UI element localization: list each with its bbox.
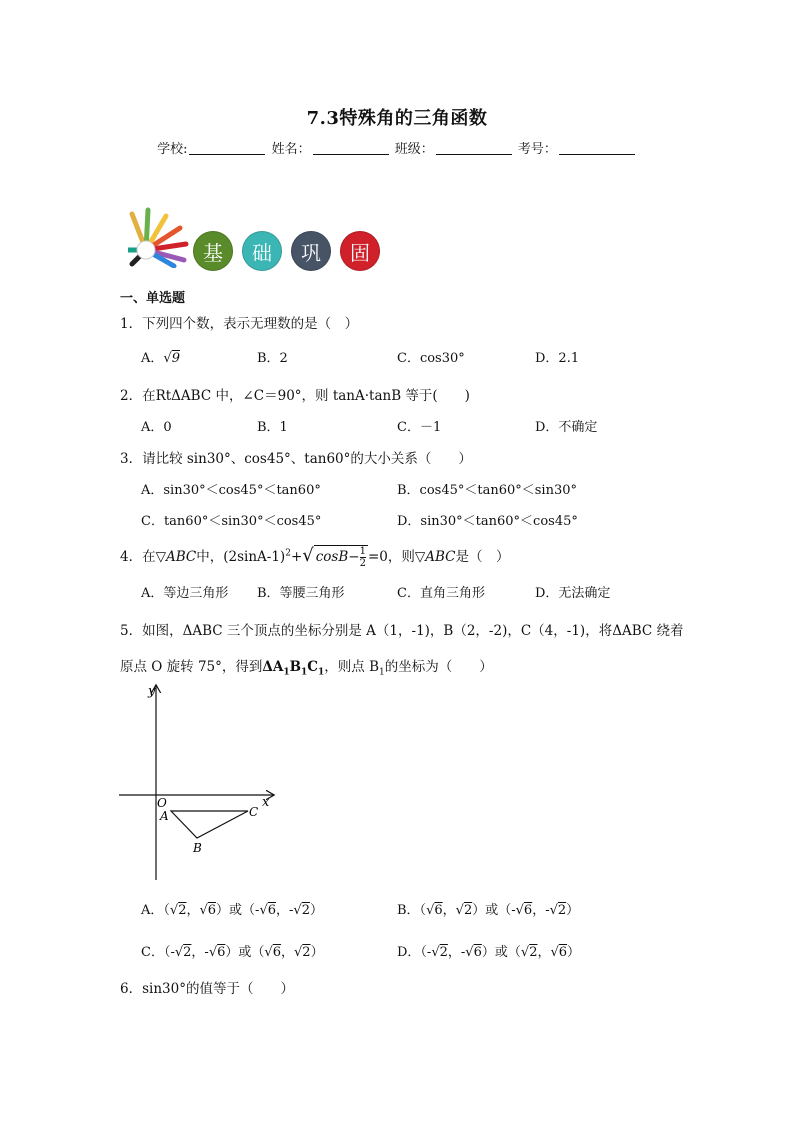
badge-gu-char: 固 <box>350 240 370 265</box>
q5-sub-a: 1 <box>283 667 290 678</box>
q5-c-rad1: 2 <box>183 945 192 960</box>
q4-stem <box>120 545 510 569</box>
q5-d-rad4: 6 <box>558 945 568 960</box>
exam-no-blank[interactable] <box>559 140 635 155</box>
q5-line2-end: 的坐标为（ ） <box>384 659 493 675</box>
q6-stem: 6．sin30°的值等于（ ） <box>120 981 294 997</box>
point-a-label: A <box>160 809 169 823</box>
q5-c-rad3: 6 <box>272 945 281 960</box>
school-blank[interactable] <box>189 140 265 155</box>
q2-option-d[interactable]: D．不确定 <box>535 420 598 435</box>
q5-a-rad4: 2 <box>301 903 310 918</box>
page-title: 7.3特殊角的三角函数 <box>306 108 488 129</box>
q5-a-end: ） <box>310 903 324 918</box>
q4-fraction-num: 1 <box>359 546 366 557</box>
q2-option-c[interactable]: C．－1 <box>397 420 442 435</box>
q5-stem-line2: 原点 O 旋转 75°，得到$\Delta A_1B_1C_1$，则点 $B_1$的坐标为（ ） <box>120 659 493 678</box>
q4-prefix: 4．在 <box>120 549 156 565</box>
q5-line2-point: ，则点 B <box>324 659 380 675</box>
name-label: 姓名： <box>271 142 311 157</box>
badge-gu <box>340 231 380 271</box>
badge-ji <box>193 231 233 271</box>
q4-expression: 中，(2sinA-1) <box>196 549 286 565</box>
q1-option-b[interactable]: B．2 <box>257 351 288 366</box>
q5-stem-line1: 5．如图，ΔABC 三个顶点的坐标分别是 A（1，-1)，B（2，-2)，C（4，-1)，将ΔABC 绕着 <box>120 623 684 639</box>
q4-triangle-2: ▽ABC <box>414 549 456 565</box>
q4-suffix: 是（ ） <box>455 549 510 565</box>
pencils-logo <box>128 206 190 268</box>
q5-c-mid: ）或（ <box>225 945 265 960</box>
q4-radical-sign: √ <box>302 545 314 566</box>
q5-d-rad2: 6 <box>473 945 482 960</box>
q1-option-a[interactable]: A．√9 <box>141 351 180 366</box>
q5-option-c[interactable]: C．（-√2，-√6）或（√6，√2） <box>141 945 324 960</box>
triangle-abc <box>171 811 248 838</box>
q5-option-a[interactable]: A．（√2，√6）或（-√6，-√2） <box>141 903 324 918</box>
q5-c-rad2: 6 <box>217 945 226 960</box>
q3-option-a[interactable]: A．sin30°＜cos45°＜tan60° <box>141 483 321 498</box>
q5-a-rad3: 6 <box>267 903 277 918</box>
q4-radicand <box>314 545 368 569</box>
q4-fraction-den: 2 <box>359 558 366 569</box>
q5-d-label: D．（- <box>397 945 432 960</box>
q5-triangle-a: ΔA <box>262 659 284 675</box>
q5-a-label: A．（ <box>141 903 170 918</box>
q4-option-b[interactable]: B．等腰三角形 <box>257 586 345 601</box>
q4-fraction <box>360 546 366 569</box>
badge-chu-char: 础 <box>252 240 272 265</box>
point-c-label: C <box>249 805 259 819</box>
q3-option-b[interactable]: B．cos45°＜tan60°＜sin30° <box>397 483 578 498</box>
q5-c-end: ） <box>310 945 324 960</box>
q1-option-d[interactable]: D．2.1 <box>535 351 580 366</box>
q1-option-a-label: A． <box>141 351 164 366</box>
school-label: 学校: <box>157 142 188 157</box>
q4-square: 2 <box>285 548 291 559</box>
badge-ji-char: 基 <box>203 240 223 265</box>
q5-sub-b1: 1 <box>379 667 385 678</box>
q5-d-rad1: 2 <box>439 945 448 960</box>
q5-coordinate-figure <box>115 680 285 885</box>
q3-option-c[interactable]: C．tan60°＜sin30°＜cos45° <box>141 514 322 529</box>
q5-option-b[interactable]: B．（√6，√2）或（-√6，-√2） <box>397 903 580 918</box>
exam-no-label: 考号： <box>517 142 557 157</box>
q4-equals: =0，则 <box>367 549 415 565</box>
origin-label: O <box>157 796 167 810</box>
q3-option-d[interactable]: D．sin30°＜tan60°＜cos45° <box>397 514 578 529</box>
q5-b-label: B．（ <box>397 903 427 918</box>
q5-c-label: C．（- <box>141 945 175 960</box>
q5-line2-text: 原点 O 旋转 75°，得到 <box>120 659 263 675</box>
q5-c-rad4: 2 <box>302 945 311 960</box>
q2-option-a[interactable]: A．0 <box>141 420 172 435</box>
q5-b-rad2: 2 <box>463 903 473 918</box>
class-blank[interactable] <box>436 140 512 155</box>
q1-option-c[interactable]: C．cos30° <box>397 351 465 366</box>
y-axis-label: y <box>148 684 156 699</box>
badge-gong-char: 巩 <box>301 240 321 265</box>
q4-option-c[interactable]: C．直角三角形 <box>397 586 485 601</box>
q4-radicand-text: cosB− <box>315 549 360 565</box>
q5-b-mid: ）或（- <box>472 903 516 918</box>
point-b-label: B <box>193 841 202 855</box>
section-heading: 一、单选题 <box>120 291 186 306</box>
q5-d-mid: ）或（ <box>481 945 521 960</box>
x-axis-label: x <box>262 795 270 810</box>
q2-stem: 2．在RtΔABC 中，∠C＝90°，则 tanA·tanB 等于( ) <box>120 388 470 404</box>
q5-d-end: ） <box>567 945 581 960</box>
q1-stem: 1．下列四个数，表示无理数的是（ ） <box>120 316 359 332</box>
q5-b-rad1: 6 <box>434 903 443 918</box>
q5-a-rad2: 6 <box>207 903 217 918</box>
badge-gong <box>291 231 331 271</box>
q4-option-a[interactable]: A．等边三角形 <box>141 586 229 601</box>
q5-b-rad4: 2 <box>557 903 567 918</box>
name-blank[interactable] <box>313 140 389 155</box>
q5-sub-b: 1 <box>301 667 308 678</box>
q3-stem: 3．请比较 sin30°、cos45°、tan60°的大小关系（ ） <box>120 451 472 467</box>
q4-triangle-1: ▽ABC <box>155 549 197 565</box>
q4-option-d[interactable]: D．无法确定 <box>535 586 611 601</box>
badge-chu <box>242 231 282 271</box>
q4-plus: + <box>290 549 303 565</box>
q5-b-end: ） <box>566 903 580 918</box>
q5-sub-c: 1 <box>318 667 325 678</box>
q5-option-d[interactable]: D．（-√2，-√6）或（√2，√6） <box>397 945 581 960</box>
student-info-line <box>0 138 794 157</box>
q5-a-mid: ）或（- <box>216 903 260 918</box>
class-label: 班级： <box>394 142 434 157</box>
q5-b-rad3: 6 <box>523 903 533 918</box>
q5-a-rad1: 2 <box>178 903 187 918</box>
q1-option-a-radicand: 9 <box>171 351 180 366</box>
q5-d-rad3: 2 <box>529 945 538 960</box>
q2-option-b[interactable]: B．1 <box>257 420 288 435</box>
